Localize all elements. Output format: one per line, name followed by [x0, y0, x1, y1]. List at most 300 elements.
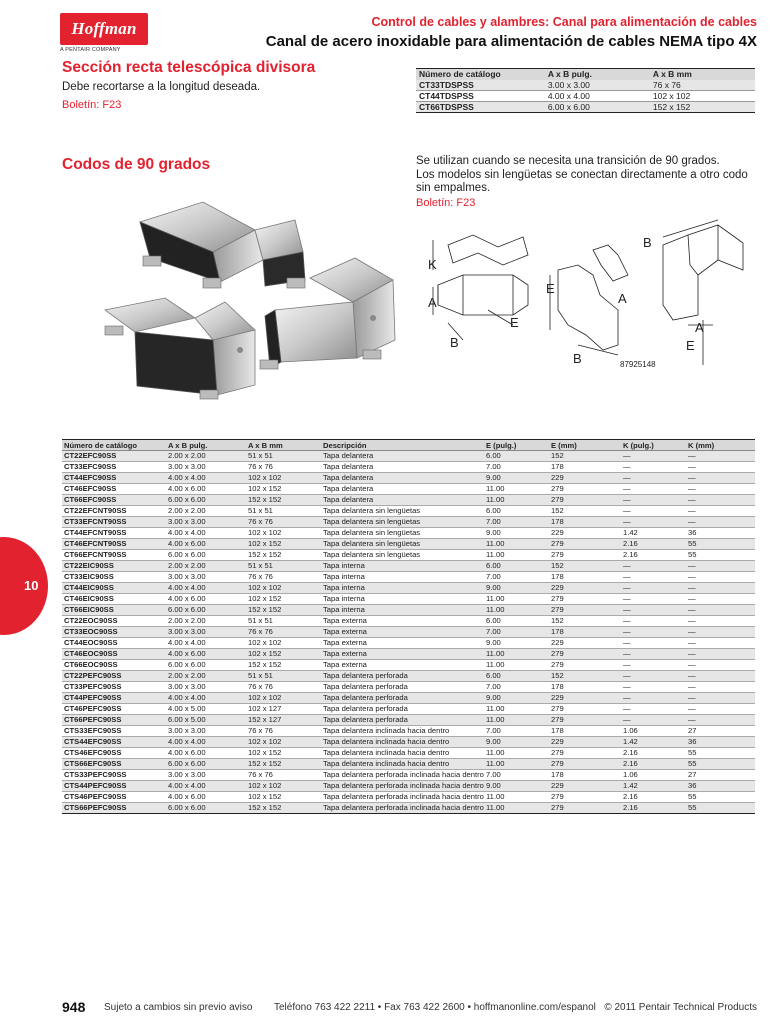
table-cell: Tapa externa: [321, 627, 484, 638]
table-cell: —: [686, 715, 755, 726]
table-cell: 51 x 51: [246, 616, 321, 627]
table-cell: 36: [686, 737, 755, 748]
table-row: [62, 495, 755, 506]
table-cell: 2.16: [621, 759, 686, 770]
table-header-row: [416, 69, 755, 80]
table-cell: 6.00: [484, 561, 549, 572]
table-cell: 3.00 x 3.00: [166, 682, 246, 693]
table-cell: Tapa delantera: [321, 495, 484, 506]
table-cell: 102 x 102: [246, 638, 321, 649]
table-cell: CT66EFCNT90SS: [62, 550, 166, 561]
table-cell: —: [621, 473, 686, 484]
table-cell: 55: [686, 792, 755, 803]
table-cell: 279: [549, 759, 621, 770]
table-cell: Tapa delantera perforada inclinada hacia dentro: [323, 781, 484, 790]
table-cell: —: [686, 704, 755, 715]
table-cell: 152 x 152: [246, 803, 321, 814]
table-row: [62, 715, 755, 726]
table-cell: 36: [686, 781, 755, 792]
table-cell: 51 x 51: [246, 451, 321, 462]
column-header: E (mm): [549, 440, 621, 451]
table-row: [62, 594, 755, 605]
table-cell: CTS66PEFC90SS: [62, 803, 166, 814]
table-cell: Tapa delantera perforada inclinada hacia dentro: [323, 770, 484, 779]
table-cell: —: [621, 627, 686, 638]
table-cell: —: [686, 572, 755, 583]
table-cell: CTS33PEFC90SS: [62, 770, 166, 781]
table-cell: 152 x 152: [246, 759, 321, 770]
table-cell: 279: [549, 605, 621, 616]
table-cell: 11.00: [484, 484, 549, 495]
table-cell: Tapa delantera inclinada hacia dentro: [321, 759, 484, 770]
table-row: [62, 781, 755, 792]
table-cell: 2.00 x 2.00: [166, 561, 246, 572]
table-cell: 3.00 x 3.00: [166, 627, 246, 638]
table-cell: 279: [549, 484, 621, 495]
table-cell: CT22EOC90SS: [62, 616, 166, 627]
table-row: [62, 539, 755, 550]
table-cell: 55: [686, 748, 755, 759]
table-cell: 279: [549, 550, 621, 561]
table-cell: 279: [549, 539, 621, 550]
section-title-straight: Sección recta telescópica divisora: [62, 59, 316, 76]
table-cell: CTS44EFC90SS: [62, 737, 166, 748]
table-cell: 11.00: [484, 550, 549, 561]
table-row: [62, 803, 755, 814]
figure-number: 87925148: [620, 360, 656, 369]
table-cell: 2.16: [621, 792, 686, 803]
table-cell: 11.00: [484, 660, 549, 671]
table-cell: 279: [549, 704, 621, 715]
table-cell: 2.16: [621, 803, 686, 814]
table-cell: 76 x 76: [246, 682, 321, 693]
table-cell: CT33EFCNT90SS: [62, 517, 166, 528]
table-row: [62, 649, 755, 660]
table-row: [62, 638, 755, 649]
table-cell: 102 x 152: [246, 748, 321, 759]
table-cell: —: [621, 715, 686, 726]
table-cell: 279: [549, 792, 621, 803]
column-header: Descripción: [321, 440, 484, 451]
table-cell: 36: [686, 528, 755, 539]
table-cell: 4.00 x 4.00: [166, 781, 246, 792]
table-cell: 178: [549, 572, 621, 583]
table-cell: —: [686, 627, 755, 638]
table-row: [62, 616, 755, 627]
table-row: [62, 704, 755, 715]
table-cell: 4.00 x 6.00: [166, 594, 246, 605]
table-cell: 102 x 102: [650, 90, 755, 101]
table-cell: CT66TDSPSS: [416, 101, 545, 112]
table-cell: CT46EIC90SS: [62, 594, 166, 605]
table-cell: 6.00 x 6.00: [166, 550, 246, 561]
table-cell: Tapa delantera sin lengüetas: [321, 528, 484, 539]
table-cell: 1.42: [621, 737, 686, 748]
diagram-elbow-2: [550, 245, 628, 355]
table-cell: 9.00: [484, 583, 549, 594]
table-cell: 76 x 76: [246, 726, 321, 737]
table-cell: 7.00: [484, 726, 549, 737]
table-cell: 152: [549, 561, 621, 572]
table-cell: 152 x 152: [246, 550, 321, 561]
table-cell: 229: [549, 583, 621, 594]
table-cell: 9.00: [484, 781, 549, 792]
dim-label-b: B: [573, 351, 582, 366]
table-cell: —: [621, 517, 686, 528]
table-cell: CT46EFCNT90SS: [62, 539, 166, 550]
table-cell: —: [686, 506, 755, 517]
table-cell: CT22EFC90SS: [62, 451, 166, 462]
desc-line: Los modelos sin lengüetas se conectan directamente a otro codo: [416, 168, 748, 181]
table-cell: 3.00 x 3.00: [166, 517, 246, 528]
elbow-internal-cover: [105, 298, 255, 399]
table-cell: CT44PEFC90SS: [62, 693, 166, 704]
table-row: [62, 561, 755, 572]
table-cell: 4.00 x 4.00: [166, 583, 246, 594]
table-cell: 11.00: [484, 715, 549, 726]
table-row: [62, 693, 755, 704]
table-cell: CTS66EFC90SS: [62, 759, 166, 770]
table-cell: 102 x 152: [246, 539, 321, 550]
table-cell: 51 x 51: [246, 561, 321, 572]
table-cell: 76 x 76: [246, 770, 321, 781]
table-cell: CT66EOC90SS: [62, 660, 166, 671]
table-cell: 2.00 x 2.00: [166, 451, 246, 462]
table-cell: —: [686, 605, 755, 616]
table-cell: 152 x 152: [246, 495, 321, 506]
table-cell: CT66EFC90SS: [62, 495, 166, 506]
column-header: A x B pulg.: [166, 440, 246, 451]
section-desc-straight: Debe recortarse a la longitud deseada.: [62, 81, 261, 93]
table-cell: —: [686, 594, 755, 605]
table-cell: 6.00: [484, 671, 549, 682]
table-cell: 2.00 x 2.00: [166, 616, 246, 627]
table-row: [62, 517, 755, 528]
table-cell: Tapa interna: [321, 605, 484, 616]
table-cell: 229: [549, 781, 621, 792]
table-cell: 6.00: [484, 506, 549, 517]
table-cell: 1.06: [621, 726, 686, 737]
table-row: [62, 792, 755, 803]
table-cell: CT46EOC90SS: [62, 649, 166, 660]
table-cell: 3.00 x 3.00: [545, 80, 650, 91]
footer-note: Sujeto a cambios sin previo aviso: [104, 1002, 253, 1013]
table-cell: 102 x 152: [246, 792, 321, 803]
table-cell: 4.00 x 6.00: [166, 484, 246, 495]
logo-tagline: A PENTAIR COMPANY: [60, 47, 121, 53]
table-cell: CT46EFC90SS: [62, 484, 166, 495]
table-cell: 102 x 152: [246, 649, 321, 660]
table-cell: Tapa interna: [321, 572, 484, 583]
table-cell: Tapa delantera: [321, 484, 484, 495]
table-cell: 7.00: [484, 572, 549, 583]
table-cell: 2.00 x 2.00: [166, 671, 246, 682]
table-cell: 11.00: [484, 495, 549, 506]
desc-line: sin empalmes.: [416, 182, 491, 194]
table-cell: 2.00 x 2.00: [166, 506, 246, 517]
table-cell: 4.00 x 4.00: [166, 638, 246, 649]
table-cell: 152: [549, 451, 621, 462]
table-cell: Tapa interna: [321, 583, 484, 594]
table-cell: 6.00 x 6.00: [166, 495, 246, 506]
bulletin-link-elbows[interactable]: Boletín: F23: [416, 197, 476, 209]
table-cell: —: [621, 671, 686, 682]
dim-label-b: B: [450, 335, 459, 350]
table-cell: 229: [549, 528, 621, 539]
table-cell: 6.00 x 5.00: [166, 715, 246, 726]
table-row: [62, 528, 755, 539]
table-row: [62, 660, 755, 671]
table-cell: Tapa delantera: [321, 462, 484, 473]
table-cell: 3.00 x 3.00: [166, 726, 246, 737]
table-cell: 6.00: [484, 616, 549, 627]
table-cell: 102 x 102: [246, 528, 321, 539]
table-cell: 4.00 x 6.00: [166, 748, 246, 759]
table-cell: 102 x 127: [246, 704, 321, 715]
table-cell: —: [621, 605, 686, 616]
table-cell: 178: [549, 682, 621, 693]
table-cell: 4.00 x 4.00: [545, 90, 650, 101]
table-cell: 2.16: [621, 748, 686, 759]
table-cell: 2.16: [621, 539, 686, 550]
table-cell: —: [686, 484, 755, 495]
footer-contact: Teléfono 763 422 2211 • Fax 763 422 2600 • hoffmanonline.com/espanol: [274, 1002, 596, 1013]
table-cell: Tapa delantera perforada: [321, 704, 484, 715]
table-cell: —: [621, 704, 686, 715]
section-desc-elbows: [416, 155, 761, 196]
dim-label-a: A: [428, 295, 437, 310]
table-cell: 9.00: [484, 693, 549, 704]
table-cell: —: [686, 682, 755, 693]
table-cell: 3.00 x 3.00: [166, 462, 246, 473]
table-cell: 9.00: [484, 638, 549, 649]
table-cell: —: [686, 473, 755, 484]
table-cell: Tapa delantera perforada: [321, 693, 484, 704]
table-cell: CT22EIC90SS: [62, 561, 166, 572]
table-cell: 4.00 x 4.00: [166, 737, 246, 748]
table-cell: 1.42: [621, 528, 686, 539]
table-cell: —: [621, 638, 686, 649]
table-cell: 152: [549, 506, 621, 517]
table-cell: 9.00: [484, 473, 549, 484]
table-row: [62, 737, 755, 748]
table-cell: 152 x 127: [246, 715, 321, 726]
table-cell: Tapa delantera perforada inclinada hacia dentro: [323, 792, 484, 801]
table-row: [62, 605, 755, 616]
table-cell: 4.00 x 4.00: [166, 693, 246, 704]
table-cell: 11.00: [484, 594, 549, 605]
table-cell: Tapa delantera: [321, 473, 484, 484]
table-cell: 1.42: [621, 781, 686, 792]
table-cell: 55: [686, 803, 755, 814]
table-cell: 279: [549, 649, 621, 660]
dim-label-k: K: [428, 257, 437, 272]
table-cell: CTS33EFC90SS: [62, 726, 166, 737]
table-cell: 279: [549, 495, 621, 506]
table-cell: 11.00: [484, 539, 549, 550]
table-cell: 76 x 76: [246, 572, 321, 583]
column-header: Número de catálogo: [62, 440, 166, 451]
table-row: [62, 770, 755, 781]
table-cell: Tapa delantera perforada inclinada hacia dentro: [323, 803, 484, 812]
table-cell: CT66PEFC90SS: [62, 715, 166, 726]
column-header: A x B mm: [246, 440, 321, 451]
dim-label-e: E: [686, 338, 695, 353]
column-header: K (mm): [686, 440, 755, 451]
table-cell: 4.00 x 6.00: [166, 539, 246, 550]
table-cell: 279: [549, 594, 621, 605]
table-cell: 6.00 x 6.00: [166, 759, 246, 770]
table-cell: CT66EIC90SS: [62, 605, 166, 616]
table-cell: 55: [686, 550, 755, 561]
straight-section-table: [416, 68, 755, 113]
table-cell: Tapa delantera sin lengüetas: [321, 517, 484, 528]
table-cell: Tapa delantera sin lengüetas: [321, 506, 484, 517]
diagram-elbow-3: [663, 220, 743, 365]
table-cell: Tapa externa: [321, 660, 484, 671]
table-cell: 6.00: [484, 451, 549, 462]
table-cell: 55: [686, 539, 755, 550]
logo-wordmark: Hoffman: [71, 19, 137, 38]
table-cell: Tapa delantera inclinada hacia dentro: [321, 748, 484, 759]
table-cell: —: [686, 517, 755, 528]
footer-copyright: © 2011 Pentair Technical Products: [604, 1002, 757, 1013]
table-row: [62, 462, 755, 473]
table-cell: 178: [549, 770, 621, 781]
table-cell: CT44TDSPSS: [416, 90, 545, 101]
table-cell: —: [621, 506, 686, 517]
table-cell: —: [621, 616, 686, 627]
table-cell: CTS46PEFC90SS: [62, 792, 166, 803]
table-row: [62, 726, 755, 737]
table-cell: CT33EIC90SS: [62, 572, 166, 583]
column-header: E (pulg.): [484, 440, 549, 451]
table-row: [62, 627, 755, 638]
table-cell: 6.00 x 6.00: [545, 101, 650, 112]
table-cell: 2.16: [621, 550, 686, 561]
table-row: [62, 759, 755, 770]
table-cell: 152: [549, 616, 621, 627]
table-cell: Tapa interna: [321, 594, 484, 605]
table-cell: —: [686, 583, 755, 594]
table-cell: 178: [549, 462, 621, 473]
table-cell: 9.00: [484, 528, 549, 539]
table-cell: —: [621, 451, 686, 462]
table-cell: 55: [686, 759, 755, 770]
table-cell: 1.06: [621, 770, 686, 781]
table-cell: CT33EOC90SS: [62, 627, 166, 638]
table-cell: 51 x 51: [246, 671, 321, 682]
table-cell: —: [621, 462, 686, 473]
table-cell: —: [686, 638, 755, 649]
table-cell: 3.00 x 3.00: [166, 770, 246, 781]
table-cell: 76 x 76: [650, 80, 755, 91]
table-cell: 27: [686, 770, 755, 781]
table-cell: CT44EFCNT90SS: [62, 528, 166, 539]
table-cell: 27: [686, 726, 755, 737]
table-cell: —: [686, 616, 755, 627]
table-row: [62, 473, 755, 484]
table-cell: —: [686, 649, 755, 660]
table-row: [62, 550, 755, 561]
table-cell: —: [686, 671, 755, 682]
table-row: [62, 506, 755, 517]
table-cell: 102 x 102: [246, 583, 321, 594]
table-cell: 102 x 102: [246, 781, 321, 792]
brand-logo: [60, 13, 148, 45]
table-cell: 6.00 x 6.00: [166, 803, 246, 814]
table-cell: 279: [549, 715, 621, 726]
table-cell: Tapa externa: [321, 649, 484, 660]
table-cell: CT33PEFC90SS: [62, 682, 166, 693]
table-cell: —: [621, 495, 686, 506]
elbow-front-cover: [140, 202, 305, 288]
table-cell: —: [621, 682, 686, 693]
table-cell: 11.00: [484, 759, 549, 770]
table-cell: 4.00 x 4.00: [166, 473, 246, 484]
table-cell: CT44EIC90SS: [62, 583, 166, 594]
table-cell: 7.00: [484, 627, 549, 638]
table-cell: 178: [549, 726, 621, 737]
table-cell: 152: [549, 671, 621, 682]
table-row: [416, 90, 755, 101]
table-cell: CT33EFC90SS: [62, 462, 166, 473]
elbows-product-photo: [95, 190, 405, 405]
table-cell: 51 x 51: [246, 506, 321, 517]
table-cell: —: [621, 572, 686, 583]
table-cell: 102 x 102: [246, 737, 321, 748]
table-row: [416, 80, 755, 91]
table-cell: 4.00 x 4.00: [166, 528, 246, 539]
table-cell: CT44EFC90SS: [62, 473, 166, 484]
page-title: Canal de acero inoxidable para alimentación de cables NEMA tipo 4X: [265, 33, 757, 50]
table-cell: —: [621, 484, 686, 495]
table-cell: —: [686, 660, 755, 671]
table-cell: 11.00: [484, 748, 549, 759]
table-cell: —: [686, 495, 755, 506]
table-cell: CT46PEFC90SS: [62, 704, 166, 715]
table-cell: 102 x 152: [246, 484, 321, 495]
table-cell: Tapa delantera perforada: [321, 682, 484, 693]
table-cell: Tapa externa: [321, 638, 484, 649]
table-cell: 11.00: [484, 803, 549, 814]
page-number: 948: [62, 999, 86, 1015]
table-cell: 152 x 152: [246, 660, 321, 671]
table-cell: Tapa delantera perforada: [321, 715, 484, 726]
table-cell: 152 x 152: [246, 605, 321, 616]
table-cell: CTS44PEFC90SS: [62, 781, 166, 792]
table-cell: 9.00: [484, 737, 549, 748]
elbow-dimension-diagram: [418, 215, 763, 370]
dim-label-a: A: [695, 320, 704, 335]
table-cell: 229: [549, 737, 621, 748]
table-cell: 279: [549, 660, 621, 671]
table-row: [62, 583, 755, 594]
table-cell: 4.00 x 6.00: [166, 792, 246, 803]
table-cell: —: [621, 649, 686, 660]
table-cell: 11.00: [484, 704, 549, 715]
bulletin-link-straight[interactable]: Boletín: F23: [62, 99, 122, 111]
table-cell: CT33TDSPSS: [416, 80, 545, 91]
table-row: [62, 484, 755, 495]
table-cell: Tapa delantera: [321, 451, 484, 462]
table-cell: Tapa delantera inclinada hacia dentro: [321, 726, 484, 737]
table-cell: —: [686, 561, 755, 572]
dim-label-b: B: [643, 235, 652, 250]
table-cell: —: [686, 693, 755, 704]
table-cell: Tapa externa: [321, 616, 484, 627]
table-cell: Tapa delantera sin lengüetas: [321, 550, 484, 561]
